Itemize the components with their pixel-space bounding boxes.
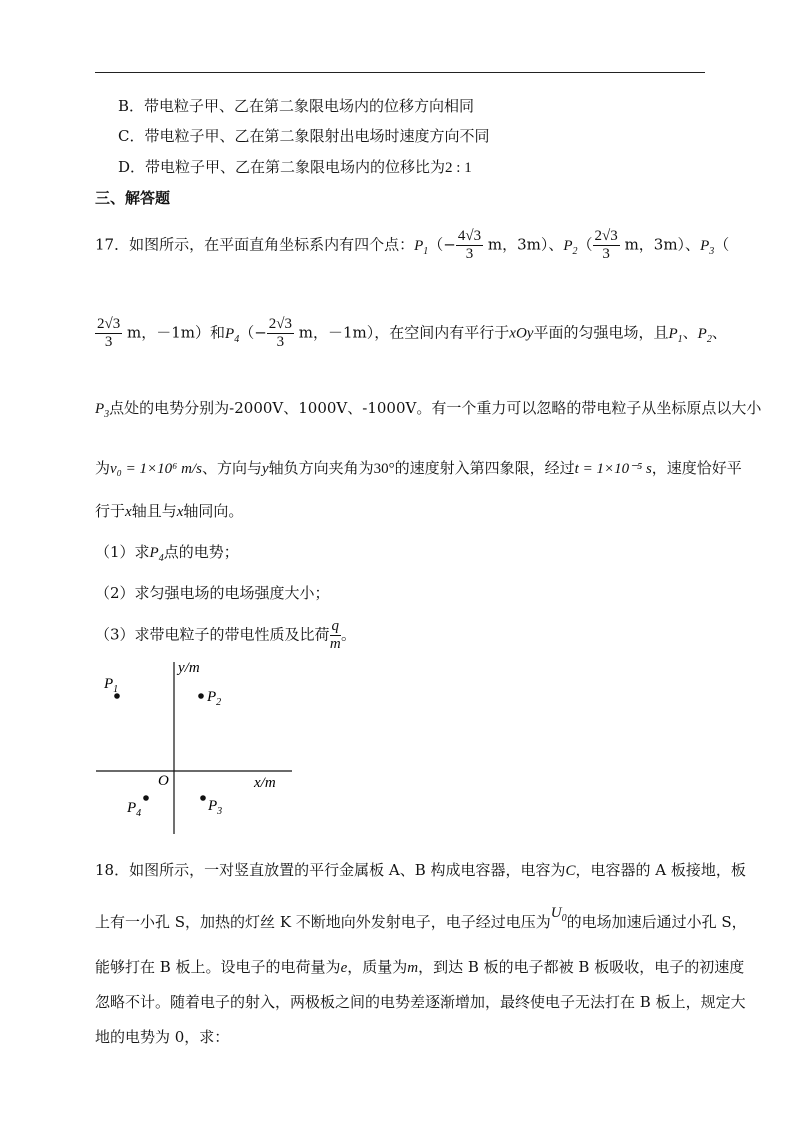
q18-line1 bbox=[95, 860, 746, 881]
q18-line2-a: 上有一小孔 S，加热的灯丝 K 不断地向外发射电子，电子经过电压为 bbox=[95, 913, 551, 931]
q18-line3-b: ，质量为 bbox=[347, 958, 408, 976]
q18-line5: 地的电势为 0，求： bbox=[95, 1028, 230, 1046]
time-expr: t = 1×10⁻⁵ s bbox=[574, 461, 652, 477]
q18-line2 bbox=[95, 905, 747, 935]
q18-line1-b: ，电容器的 A 板接地，板 bbox=[575, 861, 746, 879]
q17-line1: 17．如图所示，在平面直角坐标系内有四个点：$P_1(-$ $\frac{4√3}{3}$ m，3m）、$P_2$（ $\frac{2√3}{3}$ m，3m）、$P_3$（ bbox=[95, 228, 730, 262]
angle-value: 30° bbox=[373, 461, 395, 477]
y-axis-label: y/m bbox=[178, 660, 200, 676]
q17-line3-text: 点处的电势分别为-2000V、1000V、-1000V。有一个重力可以忽略的带电粒子从坐标原点以大小 bbox=[109, 399, 762, 417]
p4-x-fraction bbox=[267, 316, 294, 351]
p4-label: $P_4$ bbox=[225, 325, 240, 345]
m-den: m bbox=[329, 636, 341, 652]
u0-main: U bbox=[550, 905, 562, 921]
p2-x-fraction bbox=[593, 228, 620, 263]
q-over-m bbox=[330, 618, 342, 653]
p1-x-fraction bbox=[456, 228, 483, 263]
q17-line4: 为v₀ = 1×10⁶ m/s、方向与y轴负方向夹角为30°的速度射入第四象限，经过t = 1×10⁻⁵ s，速度恰好平 bbox=[95, 459, 742, 477]
p4-x-den: 3 bbox=[276, 334, 285, 350]
q18-cap: C bbox=[565, 863, 576, 879]
q17-line4-c: 轴负方向夹角为 bbox=[268, 459, 374, 477]
q17-line3: $P_3$点处的电势分别为-2000V、1000V、-1000V。有一个重力可以忽略的带电粒子从坐标原点以大小 bbox=[95, 399, 762, 420]
q17-line5-c: 轴同向。 bbox=[183, 502, 244, 520]
u0-sub: 0 bbox=[561, 913, 567, 924]
q18-line2-b: 的电场加速后通过小孔 S， bbox=[566, 913, 747, 931]
q17-line5: 行于x轴且与x轴同向。 bbox=[95, 502, 244, 520]
q18-line1-a: 18．如图所示，一对竖直放置的平行金属板 A、B 构成电容器，电容为 bbox=[95, 861, 566, 879]
p3-coords-tail: m，－1m）和 bbox=[127, 323, 226, 342]
point-p4 bbox=[143, 795, 149, 801]
p2-coords-tail: m，3m）、 bbox=[624, 235, 701, 254]
q17-line5-b: 轴且与 bbox=[131, 502, 177, 520]
q-num: q bbox=[331, 618, 340, 634]
option-d-ratio: 2 : 1 bbox=[445, 160, 472, 176]
q17-line4-b: 、方向与 bbox=[201, 459, 262, 477]
p2-fig-label: $P_2$ bbox=[207, 689, 222, 708]
option-d bbox=[118, 157, 472, 178]
section-title: 三、解答题 bbox=[95, 189, 171, 207]
q17-sub2: （2）求匀强电场的电场强度大小； bbox=[95, 584, 330, 602]
point-p2 bbox=[198, 693, 204, 699]
x-axis-label: x/m bbox=[254, 775, 276, 791]
p3-x-den: 3 bbox=[104, 334, 113, 350]
q17-line5-a: 行于 bbox=[95, 502, 126, 520]
q17-line1-text: 17．如图所示，在平面直角坐标系内有四个点： bbox=[95, 235, 415, 254]
p1-label: $P_1$ bbox=[414, 237, 429, 257]
p3-x-num: 2√3 bbox=[97, 316, 121, 332]
q18-line3 bbox=[95, 957, 744, 978]
q17-line2-tail: 平面的匀强电场，且 bbox=[533, 323, 669, 342]
q18-e: e bbox=[340, 960, 348, 976]
q18-line3-c: ，到达 B 板的电子都被 B 板吸收，电子的初速度 bbox=[418, 958, 745, 976]
q17-sub3-end: 。 bbox=[341, 625, 357, 644]
v0-expr: v₀ = 1×10⁶ m/s bbox=[110, 461, 202, 477]
q18-m: m bbox=[407, 960, 419, 976]
q17-sub1: （1）求$P_4$点的电势； bbox=[95, 543, 239, 564]
p4-fig-label: $P_4$ bbox=[127, 800, 142, 819]
q17-line4-a: 为 bbox=[95, 459, 111, 477]
p3-label: $P_3$ bbox=[700, 237, 715, 257]
p4-x-num: 2√3 bbox=[268, 316, 292, 332]
q17-sub1-a: （1）求 bbox=[95, 543, 150, 561]
option-c: C．带电粒子甲、乙在第二象限射出电场时速度方向不同 bbox=[118, 127, 490, 145]
p3-x-fraction bbox=[95, 316, 122, 351]
q17-line4-e: ，速度恰好平 bbox=[651, 459, 742, 477]
p3-fig-label: $P_3$ bbox=[208, 798, 223, 817]
p4-coords-tail: m，－1m），在空间内有平行于 bbox=[298, 323, 510, 342]
option-b: B．带电粒子甲、乙在第二象限电场内的位移方向相同 bbox=[118, 97, 475, 115]
p1-x-den: 3 bbox=[465, 246, 474, 262]
q17-sub3-a: （3）求带电粒子的带电性质及比荷 bbox=[95, 625, 330, 644]
q17-line4-d: 的速度射入第四象限，经过 bbox=[394, 459, 575, 477]
p2-x-den: 3 bbox=[602, 246, 610, 262]
p1-coords-tail: m，3m）、 bbox=[487, 235, 564, 254]
header-rule bbox=[95, 72, 705, 73]
origin-label: O bbox=[158, 773, 169, 789]
p1-fig-label: $P_1$ bbox=[104, 676, 119, 695]
q18-line3-a: 能够打在 B 板上。设电子的电荷量为 bbox=[95, 958, 341, 976]
point-p3 bbox=[200, 795, 206, 801]
p2-x-num: 2√3 bbox=[594, 228, 618, 244]
coordinate-figure bbox=[0, 650, 800, 850]
q17-line2: $\frac{2√3}{3}$ m，－1m）和$P_4(-$ $\frac{2√3}{3}$ m，－1m），在空间内有平行于xOy平面的匀强电场，且$P_1$、$P_2$、 bbox=[97, 316, 727, 350]
q17-sub3 bbox=[95, 618, 356, 653]
option-d-text: D．带电粒子甲、乙在第二象限电场内的位移比为 bbox=[118, 158, 446, 176]
u0-symbol bbox=[550, 905, 567, 924]
plane-label: xOy bbox=[509, 325, 534, 342]
q18-line4: 忽略不计。随着电子的射入，两极板之间的电势差逐渐增加，最终使电子无法打在 B 板上，规定大 bbox=[95, 993, 746, 1011]
p2-label: $P_2$ bbox=[563, 237, 578, 257]
p1-x-num: 4√3 bbox=[457, 228, 482, 244]
q17-sub1-b: 点的电势； bbox=[163, 543, 239, 561]
